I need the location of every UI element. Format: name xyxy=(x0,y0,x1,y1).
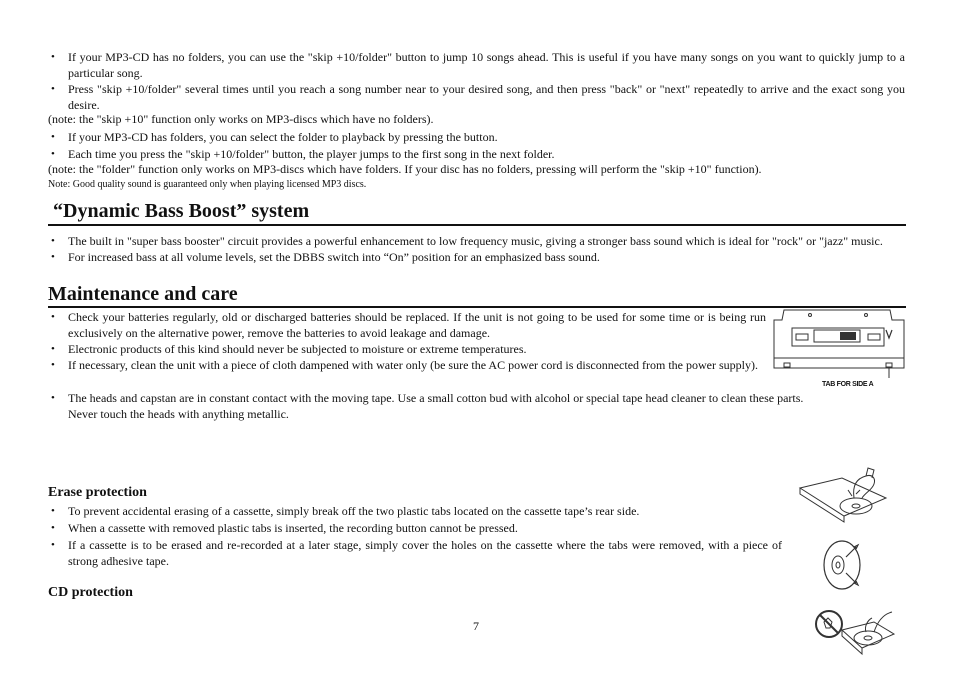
heads-bullets-list xyxy=(48,390,810,422)
license-note: Note: Good quality sound is guaranteed only when playing licensed MP3 discs. xyxy=(48,179,367,190)
no-touch-icon xyxy=(814,604,896,666)
list-item: • If necessary, clean the unit with a piece of cloth dampened with water only (be sure the AC power cord is disconnected from the power supply). xyxy=(48,357,766,373)
list-item: • Press "skip +10/folder" several times until you reach a song number near to your desired song, and then press "back" or "next" repeatedly to arrive and the exact song you desire. xyxy=(48,81,905,113)
cd-protection-heading: CD protection xyxy=(48,585,133,600)
bass-heading: “Dynamic Bass Boost” system xyxy=(53,200,310,222)
list-item: • If a cassette is to be erased and re-recorded at a later stage, simply cover the holes on the cassette where the tabs were removed, with a piece of strong adhesive tape. xyxy=(48,537,782,569)
maintenance-heading: Maintenance and care xyxy=(48,283,238,305)
bass-bullets-list xyxy=(48,233,905,265)
break-tab-figure xyxy=(796,464,890,530)
list-item: • To prevent accidental erasing of a cassette, simply break off the two plastic tabs located on the cassette tape’s rear side. xyxy=(48,503,782,519)
list-item: • Electronic products of this kind should never be subjected to moisture or extreme temperatures. xyxy=(48,341,766,357)
list-item: • When a cassette with removed plastic tabs is inserted, the recording button cannot be pressed. xyxy=(48,520,782,536)
folder-bullets-list xyxy=(48,129,905,162)
folder-note: (note: the "folder" function only works on MP3-discs which have folders. If your disc has no folders, pressing will perform the "skip +10" function). xyxy=(48,162,762,176)
list-item: • Each time you press the "skip +10/folder" button, the player jumps to the first song in the next folder. xyxy=(48,146,905,162)
no-touch-cd-figure xyxy=(814,604,896,666)
page-number: 7 xyxy=(473,619,479,633)
list-item: • If your MP3-CD has no folders, you can use the "skip +10/folder" button to jump 10 songs ahead. This is useful if you have many songs on you want to quickly jump to a particular song. xyxy=(48,49,905,81)
maintenance-bullets-list xyxy=(48,309,766,373)
list-item: • The built in "super bass booster" circuit provides a powerful enhancement to low frequency music, giving a stronger bass sound which is ideal for "rock" or "jazz" music. xyxy=(48,233,905,249)
tab-for-side-a-label: TAB FOR SIDE A xyxy=(822,381,874,388)
cd-disc-icon xyxy=(820,537,870,593)
skip-note: (note: the "skip +10" function only works on MP3-discs which have no folders). xyxy=(48,112,434,126)
erase-bullets-list xyxy=(48,503,782,569)
list-item: • For increased bass at all volume levels, set the DBBS switch into “On” position for an emphasized bass sound. xyxy=(48,249,905,265)
erase-heading: Erase protection xyxy=(48,485,147,500)
cd-disc-figure xyxy=(820,537,870,593)
list-item: • Check your batteries regularly, old or discharged batteries should be replaced. If the unit is not going to be used for some time or is being run exclusively on the alternative power, remove the batteries to avoid leakage and damage. xyxy=(48,309,766,341)
list-item: • The heads and capstan are in constant contact with the moving tape. Use a small cotton bud with alcohol or special tape head cleaner to clean these parts. Never touch the heads with anything metallic. xyxy=(48,390,810,422)
bass-heading-rule xyxy=(48,224,906,226)
skip-bullets-list xyxy=(48,49,905,113)
cd-in-case-icon xyxy=(796,464,890,530)
list-item: • If your MP3-CD has folders, you can select the folder to playback by pressing the button. xyxy=(48,129,905,145)
cassette-figure xyxy=(770,306,910,396)
